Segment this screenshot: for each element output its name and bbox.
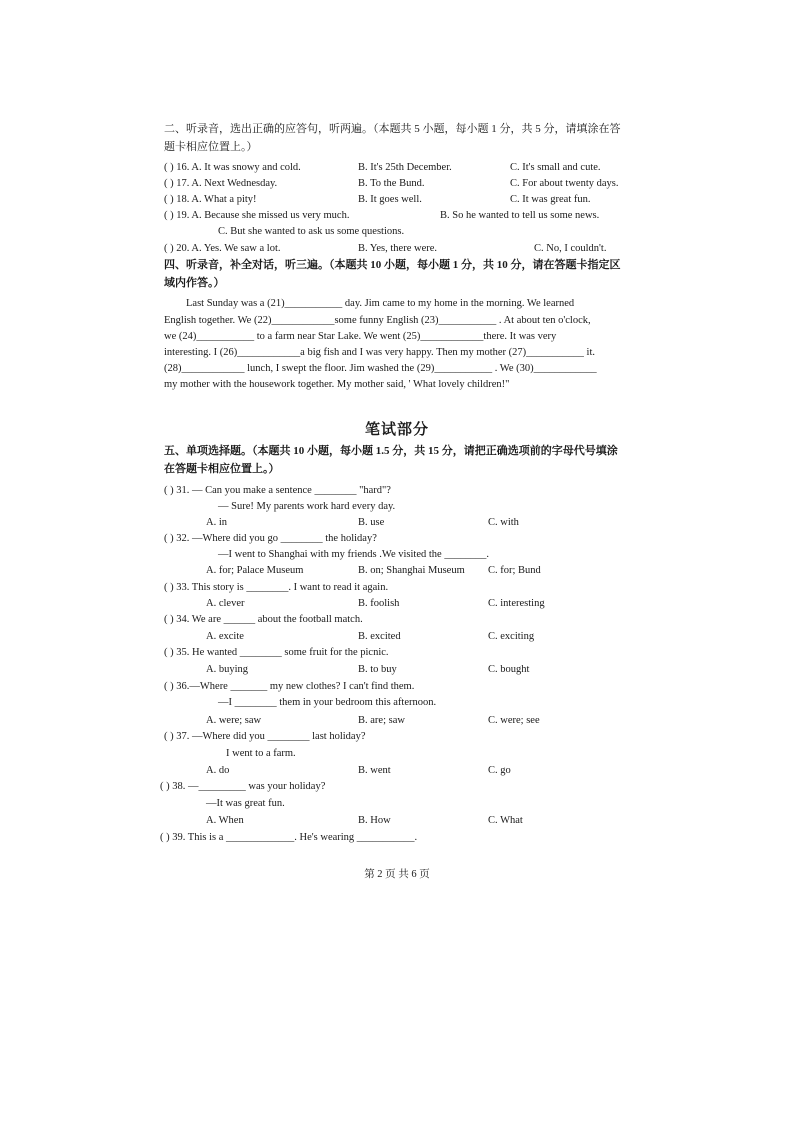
- q35-stem: ( ) 35. He wanted ________ some fruit for the picnic.: [164, 647, 389, 658]
- section5-heading-cont: 在答题卡相应位置上。）: [164, 463, 280, 475]
- q36-option-c: C. were; see: [488, 715, 540, 726]
- q18-stem: ( ) 18. A. What a pity!: [164, 194, 257, 205]
- q19-stem: ( ) 19. A. Because she missed us very much.: [164, 210, 350, 221]
- q16-option-c: C. It's small and cute.: [510, 162, 601, 173]
- section5-heading: 五、单项选择题。（本题共 10 小题，每小题 1.5 分，共 15 分，请把正确选项前的字母代号填涂: [164, 445, 618, 457]
- q37-option-a: A. do: [206, 765, 230, 776]
- q33-option-b: B. foolish: [358, 598, 400, 609]
- q34-option-a: A. excite: [206, 631, 244, 642]
- q35-option-c: C. bought: [488, 664, 530, 675]
- q31-option-a: A. in: [206, 517, 227, 528]
- q19-option-c: C. But she wanted to ask us some questions.: [218, 226, 405, 237]
- q39-stem: ( ) 39. This is a _____________. He's wearing ___________.: [160, 832, 418, 843]
- q35-option-a: A. buying: [206, 664, 248, 675]
- q33-option-a: A. clever: [206, 598, 245, 609]
- q38-option-c: C. What: [488, 815, 523, 826]
- q32-option-a: A. for; Palace Museum: [206, 565, 304, 576]
- q31-option-b: B. use: [358, 517, 385, 528]
- section2-heading-cont: 题卡相应位置上。）: [164, 141, 258, 153]
- q37-stem-2: I went to a farm.: [226, 748, 296, 759]
- page-number: 第 2 页 共 6 页: [364, 869, 430, 880]
- q20-option-c: C. No, I couldn't.: [534, 243, 607, 254]
- q20-stem: ( ) 20. A. Yes. We saw a lot.: [164, 243, 281, 254]
- passage-line-5: (28)____________ lunch, I swept the floor. Jim washed the (29)___________ . We (30)____________: [164, 363, 597, 374]
- passage-line-4: interesting. I (26)____________a big fish and I was very happy. Then my mother (27)___________ it.: [164, 347, 596, 358]
- section4-heading: 四、听录音，补全对话，听三遍。（本题共 10 小题，每小题 1 分，共 10 分，请在答题卡指定区: [164, 259, 621, 271]
- q20-option-b: B. Yes, there were.: [358, 243, 438, 254]
- q35-option-b: B. to buy: [358, 664, 397, 675]
- q18-option-b: B. It goes well.: [358, 194, 422, 205]
- q16-stem: ( ) 16. A. It was snowy and cold.: [164, 162, 301, 173]
- q17-option-c: C. For about twenty days.: [510, 178, 619, 189]
- written-part-title: 笔试部分: [364, 422, 429, 438]
- q34-option-b: B. excited: [358, 631, 401, 642]
- q37-option-b: B. went: [358, 765, 391, 776]
- q18-option-c: C. It was great fun.: [510, 194, 591, 205]
- q37-stem: ( ) 37. —Where did you ________ last holiday?: [164, 731, 366, 742]
- q38-stem-2: —It was great fun.: [206, 798, 285, 809]
- q32-option-c: C. for; Bund: [488, 565, 541, 576]
- q32-option-b: B. on; Shanghai Museum: [358, 565, 465, 576]
- q34-option-c: C. exciting: [488, 631, 535, 642]
- q36-stem-2: —I ________ them in your bedroom this afternoon.: [218, 697, 437, 708]
- q34-stem: ( ) 34. We are ______ about the football match.: [164, 614, 363, 625]
- passage-line-6: my mother with the housework together. My mother said, ' What lovely children!": [164, 379, 510, 390]
- q17-stem: ( ) 17. A. Next Wednesday.: [164, 178, 278, 189]
- q36-option-a: A. were; saw: [206, 715, 262, 726]
- q36-stem: ( ) 36.—Where _______ my new clothes? I can't find them.: [164, 681, 415, 692]
- q37-option-c: C. go: [488, 765, 511, 776]
- q31-stem-2: — Sure! My parents work hard every day.: [218, 501, 396, 512]
- q31-stem: ( ) 31. — Can you make a sentence ________ "hard"?: [164, 485, 391, 496]
- section2-heading: 二、听录音，选出正确的应答句，听两遍。（本题共 5 小题，每小题 1 分，共 5 分，请填涂在答: [164, 123, 621, 135]
- q38-option-a: A. When: [206, 815, 244, 826]
- q32-stem: ( ) 32. —Where did you go ________ the holiday?: [164, 533, 377, 544]
- q33-stem: ( ) 33. This story is ________. I want to read it again.: [164, 582, 389, 593]
- q19-option-b: B. So he wanted to tell us some news.: [440, 210, 600, 221]
- passage-line-2: English together. We (22)____________some funny English (23)___________ . At about ten o'clock,: [164, 315, 591, 326]
- q17-option-b: B. To the Bund.: [358, 178, 425, 189]
- q38-stem: ( ) 38. —_________ was your holiday?: [160, 781, 326, 792]
- q36-option-b: B. are; saw: [358, 715, 405, 726]
- q31-option-c: C. with: [488, 517, 519, 528]
- q16-option-b: B. It's 25th December.: [358, 162, 452, 173]
- section4-heading-cont: 域内作答。）: [164, 277, 225, 289]
- q32-stem-2: —I went to Shanghai with my friends .We visited the ________.: [218, 549, 489, 560]
- passage-line-3: we (24)___________ to a farm near Star Lake. We went (25)____________there. It was very: [164, 331, 557, 342]
- q38-option-b: B. How: [358, 815, 391, 826]
- q33-option-c: C. interesting: [488, 598, 545, 609]
- passage-line-1: Last Sunday was a (21)___________ day. Jim came to my home in the morning. We learned: [186, 298, 575, 309]
